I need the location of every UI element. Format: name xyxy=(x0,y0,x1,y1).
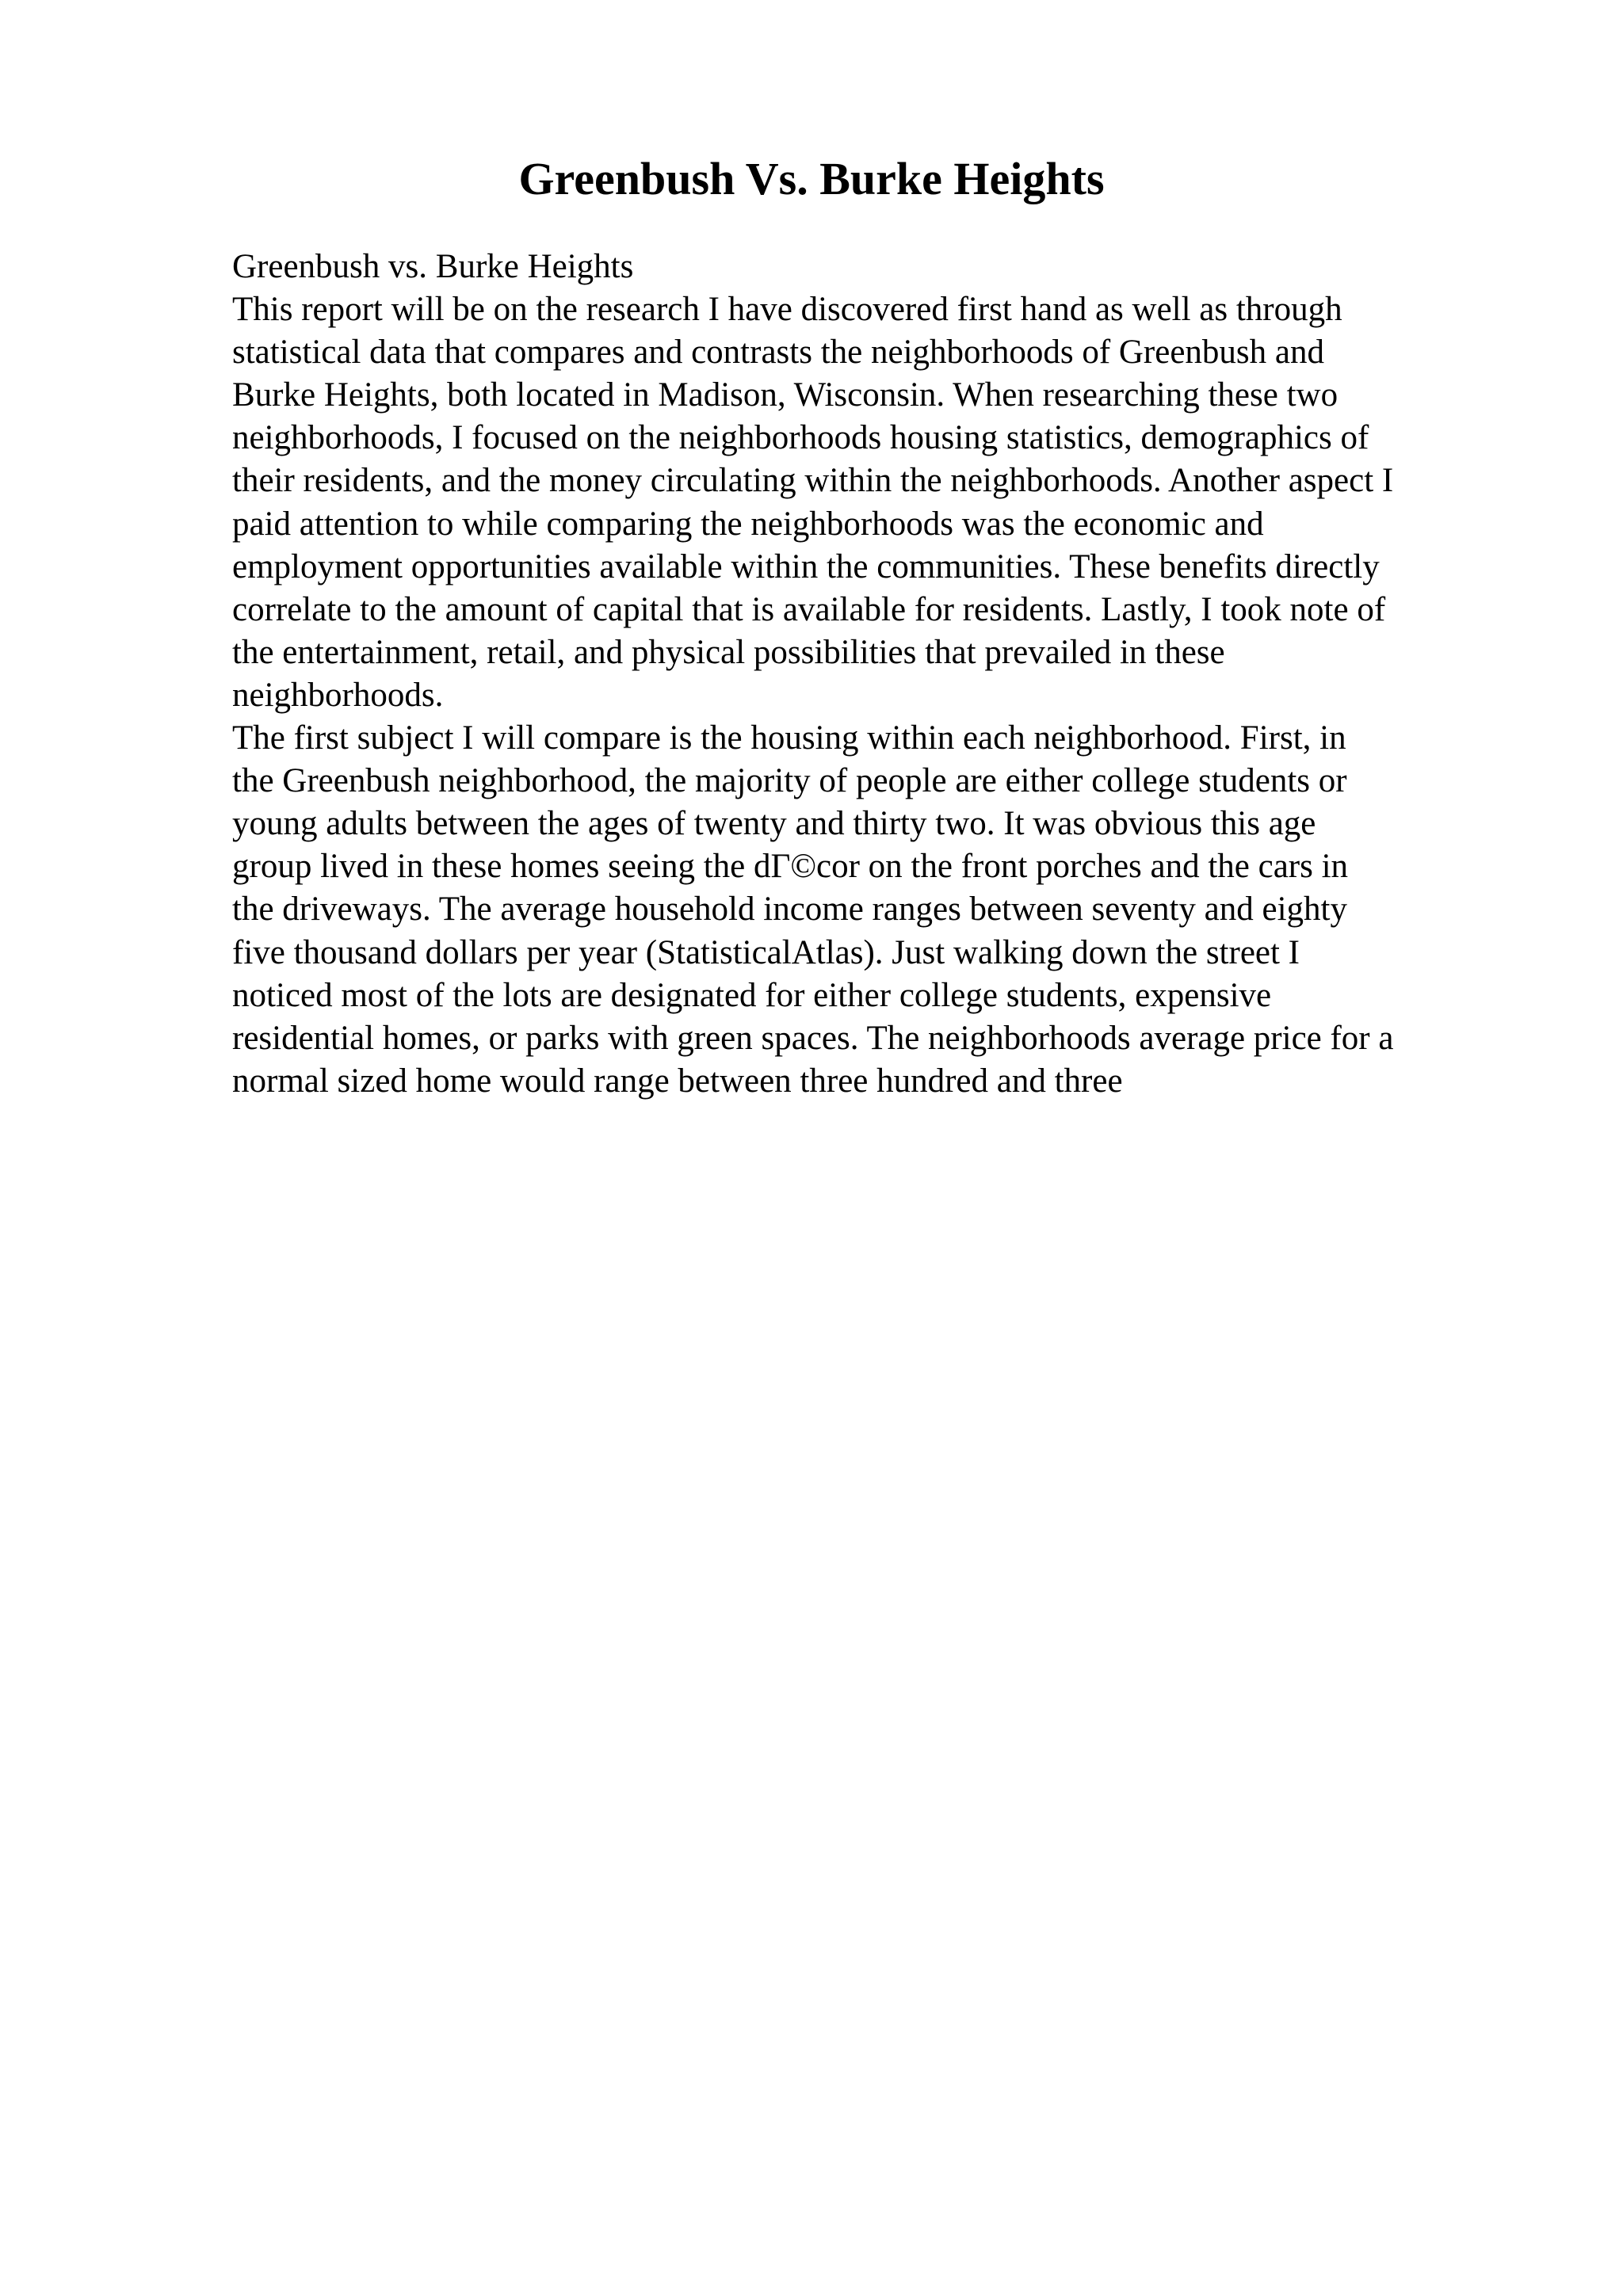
text-line: noticed most of the lots are designated for either college students, expensive xyxy=(232,976,1272,1014)
paragraph-housing xyxy=(232,717,1516,1103)
text-line: neighborhoods, I focused on the neighborhoods housing statistics, demographics of xyxy=(232,419,1369,457)
paragraph-intro xyxy=(232,288,1516,717)
text-line: five thousand dollars per year (StatisticalAtlas). Just walking down the street I xyxy=(232,933,1300,971)
text-line: paid attention to while comparing the neighborhoods was the economic and xyxy=(232,505,1264,543)
text-line: normal sized home would range between three hundred and three xyxy=(232,1062,1123,1100)
text-line: residential homes, or parks with green spaces. The neighborhoods average price for a xyxy=(232,1019,1394,1057)
document-subtitle xyxy=(232,246,1516,288)
text-line: group lived in these homes seeing the dΓ©cor on the front porches and the cars in xyxy=(232,848,1349,886)
text-line: the driveways. The average household income ranges between seventy and eighty xyxy=(232,891,1347,929)
document-title: Greenbush Vs. Burke Heights xyxy=(518,153,1105,204)
text-line: the entertainment, retail, and physical possibilities that prevailed in these xyxy=(232,633,1225,671)
text-line: correlate to the amount of capital that is available for residents. Lastly, I took note of xyxy=(232,590,1386,628)
text-line: their residents, and the money circulating within the neighborhoods. Another aspect I xyxy=(232,462,1394,500)
text-line: Burke Heights, both located in Madison, Wisconsin. When researching these two xyxy=(232,376,1338,414)
text-line: employment opportunities available within the communities. These benefits directly xyxy=(232,547,1380,585)
text-line: This report will be on the research I have discovered first hand as well as through xyxy=(232,291,1342,329)
text-line: The first subject I will compare is the housing within each neighborhood. First, in xyxy=(232,719,1346,757)
text-line: Greenbush vs. Burke Heights xyxy=(232,248,634,285)
text-line: young adults between the ages of twenty and thirty two. It was obvious this age xyxy=(232,805,1316,843)
text-line: statistical data that compares and contrasts the neighborhoods of Greenbush and xyxy=(232,334,1324,372)
text-line: the Greenbush neighborhood, the majority of people are either college students or xyxy=(232,762,1347,800)
text-line: neighborhoods. xyxy=(232,676,444,714)
document-body xyxy=(232,246,1516,1103)
